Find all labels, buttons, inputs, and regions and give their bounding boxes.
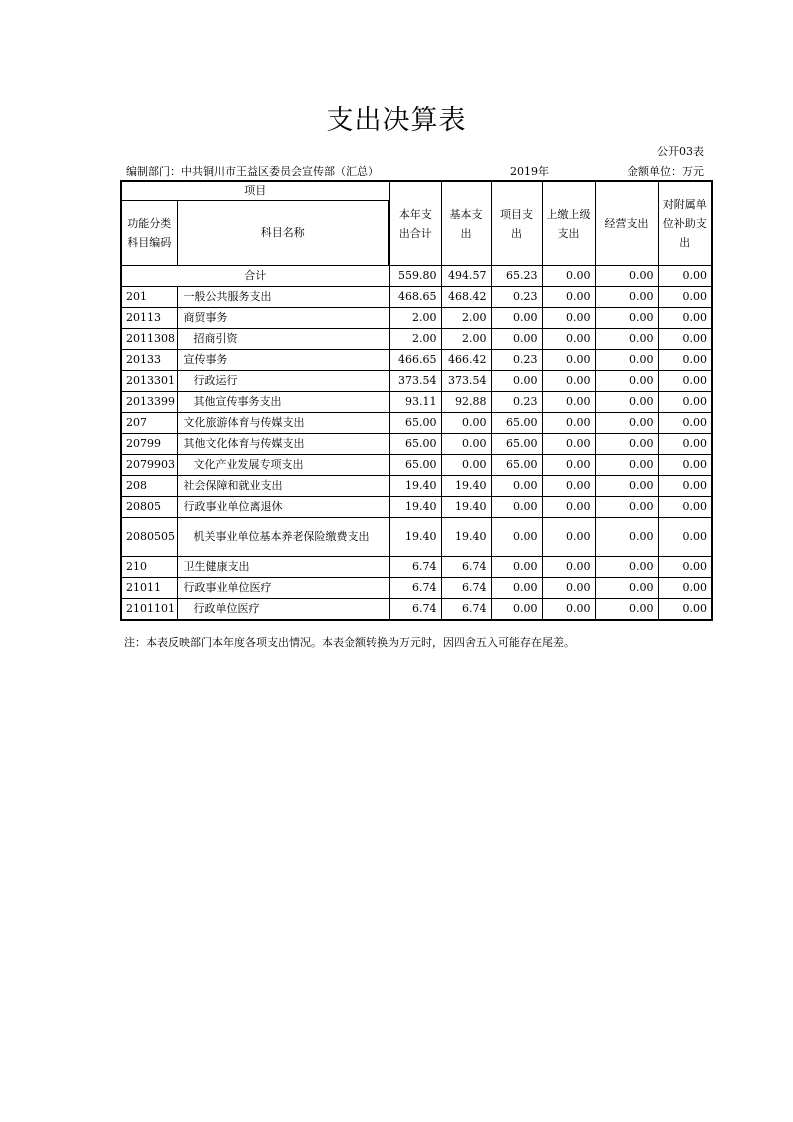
header-operation: 经营支出 — [595, 181, 658, 266]
row-value: 0.00 — [658, 476, 712, 497]
total-row — [121, 266, 712, 287]
row-value: 0.00 — [595, 350, 658, 371]
row-name: 机关事业单位基本养老保险缴费支出 — [177, 518, 389, 557]
row-value: 0.00 — [658, 518, 712, 557]
row-code: 2011308 — [121, 329, 177, 350]
row-value: 0.00 — [595, 392, 658, 413]
row-value: 0.00 — [542, 308, 595, 329]
row-value: 2.00 — [441, 308, 491, 329]
row-value: 0.00 — [491, 497, 542, 518]
row-value: 65.00 — [491, 413, 542, 434]
row-value: 0.00 — [542, 350, 595, 371]
row-value: 6.74 — [389, 578, 441, 599]
row-value: 19.40 — [441, 497, 491, 518]
year-label: 2019年 — [510, 165, 549, 178]
row-value: 93.11 — [389, 392, 441, 413]
table-row — [121, 350, 712, 371]
row-value: 6.74 — [441, 578, 491, 599]
table-row — [121, 455, 712, 476]
row-code: 20133 — [121, 350, 177, 371]
row-name: 行政事业单位医疗 — [177, 578, 389, 599]
total-value: 65.23 — [491, 266, 542, 287]
row-value: 0.00 — [595, 413, 658, 434]
table-row — [121, 287, 712, 308]
row-value: 0.00 — [491, 557, 542, 578]
row-value: 0.00 — [491, 371, 542, 392]
row-value: 65.00 — [389, 413, 441, 434]
row-code: 2013301 — [121, 371, 177, 392]
expenditure-table — [120, 180, 713, 621]
row-value: 0.00 — [658, 287, 712, 308]
row-name: 社会保障和就业支出 — [177, 476, 389, 497]
row-value: 373.54 — [389, 371, 441, 392]
row-value: 0.00 — [658, 497, 712, 518]
row-value: 0.00 — [595, 497, 658, 518]
row-value: 65.00 — [389, 455, 441, 476]
row-value: 0.00 — [658, 350, 712, 371]
row-code: 207 — [121, 413, 177, 434]
row-value: 0.00 — [491, 476, 542, 497]
row-value: 0.00 — [441, 434, 491, 455]
row-value: 0.00 — [491, 308, 542, 329]
total-value: 559.80 — [389, 266, 441, 287]
row-value: 65.00 — [491, 434, 542, 455]
row-value: 0.00 — [491, 578, 542, 599]
row-value: 466.65 — [389, 350, 441, 371]
row-value: 0.00 — [542, 287, 595, 308]
row-name: 一般公共服务支出 — [177, 287, 389, 308]
row-value: 0.00 — [491, 329, 542, 350]
row-code: 201 — [121, 287, 177, 308]
row-value: 65.00 — [389, 434, 441, 455]
row-value: 19.40 — [389, 518, 441, 557]
row-code: 21011 — [121, 578, 177, 599]
row-code: 20805 — [121, 497, 177, 518]
row-value: 0.00 — [658, 599, 712, 621]
row-code: 2101101 — [121, 599, 177, 621]
row-value: 0.00 — [441, 455, 491, 476]
row-value: 0.00 — [542, 392, 595, 413]
table-row — [121, 497, 712, 518]
row-value: 65.00 — [491, 455, 542, 476]
row-value: 0.00 — [542, 578, 595, 599]
row-value: 0.00 — [542, 557, 595, 578]
row-value: 0.00 — [542, 413, 595, 434]
table-row — [121, 476, 712, 497]
row-value: 0.00 — [658, 455, 712, 476]
row-name: 卫生健康支出 — [177, 557, 389, 578]
row-value: 0.00 — [658, 413, 712, 434]
row-name: 文化旅游体育与传媒支出 — [177, 413, 389, 434]
row-code: 20799 — [121, 434, 177, 455]
row-name: 文化产业发展专项支出 — [177, 455, 389, 476]
row-value: 0.00 — [595, 287, 658, 308]
row-value: 6.74 — [441, 599, 491, 621]
table-row — [121, 578, 712, 599]
row-value: 0.00 — [595, 455, 658, 476]
row-value: 0.00 — [595, 434, 658, 455]
header-project: 项目 — [121, 181, 389, 201]
header-total: 本年支出合计 — [389, 181, 441, 266]
department-label: 编制部门：中共铜川市王益区委员会宣传部（汇总） — [126, 165, 379, 178]
table-row — [121, 557, 712, 578]
table-row — [121, 413, 712, 434]
table-row — [121, 434, 712, 455]
row-value: 2.00 — [389, 329, 441, 350]
row-name: 行政运行 — [177, 371, 389, 392]
row-value: 468.65 — [389, 287, 441, 308]
row-value: 19.40 — [389, 476, 441, 497]
row-value: 0.00 — [658, 371, 712, 392]
row-value: 6.74 — [389, 599, 441, 621]
row-name: 招商引资 — [177, 329, 389, 350]
row-name: 行政事业单位离退休 — [177, 497, 389, 518]
total-value: 0.00 — [595, 266, 658, 287]
table-meta — [126, 163, 704, 179]
row-value: 0.00 — [658, 308, 712, 329]
row-code: 208 — [121, 476, 177, 497]
total-value: 0.00 — [542, 266, 595, 287]
row-value: 0.23 — [491, 287, 542, 308]
row-value: 0.00 — [658, 578, 712, 599]
row-value: 468.42 — [441, 287, 491, 308]
row-value: 0.00 — [542, 455, 595, 476]
row-code: 210 — [121, 557, 177, 578]
header-upper: 上缴上级支出 — [542, 181, 595, 266]
row-code: 20113 — [121, 308, 177, 329]
row-value: 0.23 — [491, 350, 542, 371]
row-value: 0.00 — [595, 578, 658, 599]
row-value: 0.00 — [595, 518, 658, 557]
header-basic: 基本支出 — [441, 181, 491, 266]
row-value: 2.00 — [389, 308, 441, 329]
row-value: 0.00 — [595, 599, 658, 621]
page-title: 支出决算表 — [326, 105, 467, 136]
table-row — [121, 392, 712, 413]
row-value: 0.00 — [542, 476, 595, 497]
row-value: 0.00 — [542, 434, 595, 455]
row-value: 6.74 — [389, 557, 441, 578]
table-row — [121, 308, 712, 329]
table-row — [121, 329, 712, 350]
footnote: 注：本表反映部门本年度各项支出情况。本表金额转换为万元时，因四舍五入可能存在尾差。 — [124, 636, 575, 649]
row-name: 其他宣传事务支出 — [177, 392, 389, 413]
total-value: 494.57 — [441, 266, 491, 287]
row-value: 0.00 — [658, 434, 712, 455]
row-value: 0.00 — [491, 599, 542, 621]
row-code: 2080505 — [121, 518, 177, 557]
row-value: 0.00 — [658, 392, 712, 413]
row-value: 19.40 — [441, 476, 491, 497]
table-row — [121, 599, 712, 621]
row-value: 0.00 — [595, 476, 658, 497]
row-code: 2013399 — [121, 392, 177, 413]
row-code: 2079903 — [121, 455, 177, 476]
row-value: 0.00 — [542, 329, 595, 350]
row-value: 0.23 — [491, 392, 542, 413]
form-number: 公开03表 — [657, 145, 704, 158]
row-value: 2.00 — [441, 329, 491, 350]
total-label: 合计 — [121, 266, 389, 287]
row-value: 0.00 — [542, 599, 595, 621]
row-value: 0.00 — [542, 497, 595, 518]
row-value: 0.00 — [658, 557, 712, 578]
row-value: 19.40 — [441, 518, 491, 557]
row-value: 0.00 — [595, 371, 658, 392]
table-row — [121, 518, 712, 557]
row-value: 92.88 — [441, 392, 491, 413]
row-value: 373.54 — [441, 371, 491, 392]
row-value: 0.00 — [542, 371, 595, 392]
header-row-project — [121, 181, 712, 201]
row-value: 6.74 — [441, 557, 491, 578]
unit-label: 金额单位：万元 — [627, 165, 704, 178]
row-value: 0.00 — [595, 557, 658, 578]
row-value: 0.00 — [595, 329, 658, 350]
total-value: 0.00 — [658, 266, 712, 287]
header-item: 项目支出 — [491, 181, 542, 266]
row-value: 466.42 — [441, 350, 491, 371]
row-name: 商贸事务 — [177, 308, 389, 329]
row-value: 0.00 — [441, 413, 491, 434]
table-row — [121, 371, 712, 392]
row-value: 0.00 — [542, 518, 595, 557]
row-value: 19.40 — [389, 497, 441, 518]
row-value: 0.00 — [595, 308, 658, 329]
row-name: 其他文化体育与传媒支出 — [177, 434, 389, 455]
header-name: 科目名称 — [177, 201, 389, 266]
header-code: 功能分类科目编码 — [121, 201, 177, 266]
row-value: 0.00 — [491, 518, 542, 557]
row-name: 宣传事务 — [177, 350, 389, 371]
row-name: 行政单位医疗 — [177, 599, 389, 621]
header-subsidy: 对附属单位补助支出 — [658, 181, 712, 266]
row-value: 0.00 — [658, 329, 712, 350]
